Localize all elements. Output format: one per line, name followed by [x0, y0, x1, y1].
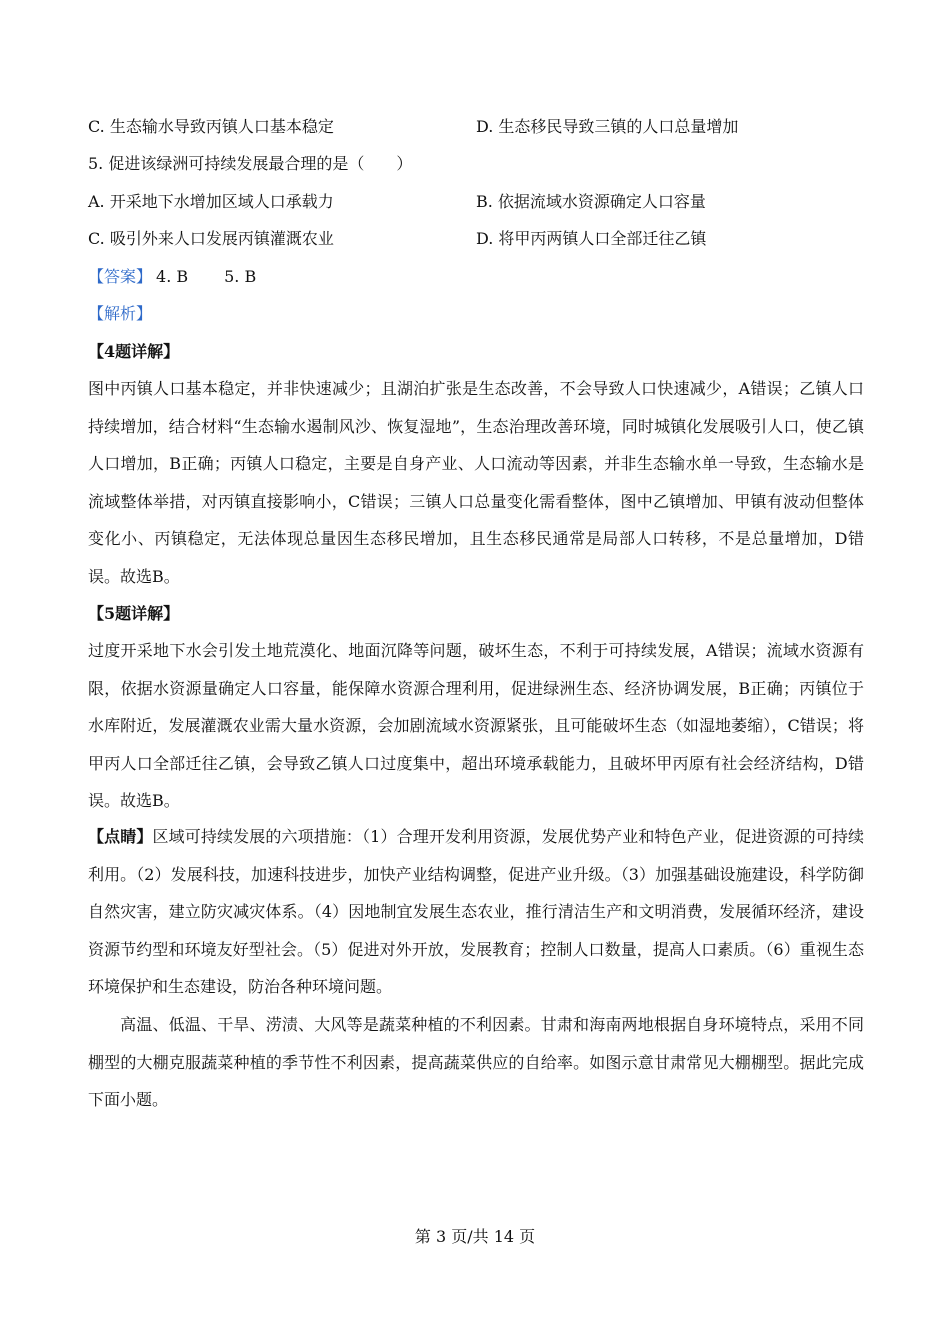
material-paragraph: [88, 1006, 864, 1119]
answer-line: [88, 267, 256, 287]
tip-body: 区域可持续发展的六项措施：（1）合理开发利用资源，发展优势产业和特色产业，促进资源的可持续利用。（2）发展科技，加速科技进步，加快产业结构调整，促进产业升级。（3）加强基础设施建设，科学防御自然灾害，建立防灾减灾体系。（4）因地制宜发展生态农业，推行清洁生产和文明消费，发展循环经济，建设资源节约型和环境友好型社会。（5）促进对外开放，发展教育；控制人口数量，提高人口素质。（6）重视生态环境保护和生态建设，防治各种环境问题。: [88, 827, 864, 996]
q5-stem: 5. 促进该绿洲可持续发展最合理的是（ ）: [88, 154, 413, 173]
q5-option-d: D. 将甲丙两镇人口全部迁往乙镇: [476, 229, 707, 248]
material-text: 高温、低温、干旱、涝渍、大风等是蔬菜种植的不利因素。甘肃和海南两地根据自身环境特点，采用不同棚型的大棚克服蔬菜种植的季节性不利因素，提高蔬菜供应的自给率。如图示意甘肃常见大棚棚型。据此完成下面小题。: [88, 1015, 864, 1109]
q4-option-c: C. 生态输水导致丙镇人口基本稳定: [88, 117, 334, 136]
q4-detail-body: 图中丙镇人口基本稳定，并非快速减少；且湖泊扩张是生态改善，不会导致人口快速减少，A错误；乙镇人口持续增加，结合材料“生态输水遏制风沙、恢复湿地”，生态治理改善环境，同时城镇化发展吸引人口，使乙镇人口增加，B正确；丙镇人口稳定，主要是自身产业、人口流动等因素，并非生态输水单一导致，生态输水是流域整体举措，对丙镇直接影响小，C错误；三镇人口总量变化需看整体，图中乙镇增加、甲镇有波动但整体变化小、丙镇稳定，无法体现总量因生态移民增加，且生态移民通常是局部人口转移，不是总量增加，D错误。故选B。: [88, 379, 864, 586]
answer-q4: 4. B: [156, 267, 189, 286]
q5-detail-heading: 【5题详解】: [88, 604, 180, 623]
analysis-tag: 【解析】: [88, 304, 153, 323]
tip-heading: 【点睛】: [88, 827, 153, 846]
q5-option-b: B. 依据流域水资源确定人口容量: [476, 192, 706, 211]
tip-block: [88, 818, 864, 1006]
q4-detail-heading: 【4题详解】: [88, 342, 180, 361]
answer-tag: 【答案】: [88, 267, 153, 286]
page-footer: 第 3 页/共 14 页: [414, 1227, 536, 1246]
q5-detail-body: 过度开采地下水会引发土地荒漠化、地面沉降等问题，破坏生态，不利于可持续发展，A错误；流域水资源有限，依据水资源量确定人口容量，能保障水资源合理利用，促进绿洲生态、经济协调发展，B正确；丙镇位于水库附近，发展灌溉农业需大量水资源，会加剧流域水资源紧张，且可能破坏生态（如湿地萎缩），C错误；将甲丙人口全部迁往乙镇，会导致乙镇人口过度集中，超出环境承载能力，且破坏甲丙原有社会经济结构，D错误。故选B。: [88, 641, 864, 810]
q5-option-c: C. 吸引外来人口发展丙镇灌溉农业: [88, 229, 334, 248]
answer-q5: 5. B: [224, 267, 257, 286]
q4-option-d: D. 生态移民导致三镇的人口总量增加: [476, 117, 739, 136]
q5-option-a: A. 开采地下水增加区域人口承载力: [88, 192, 334, 211]
